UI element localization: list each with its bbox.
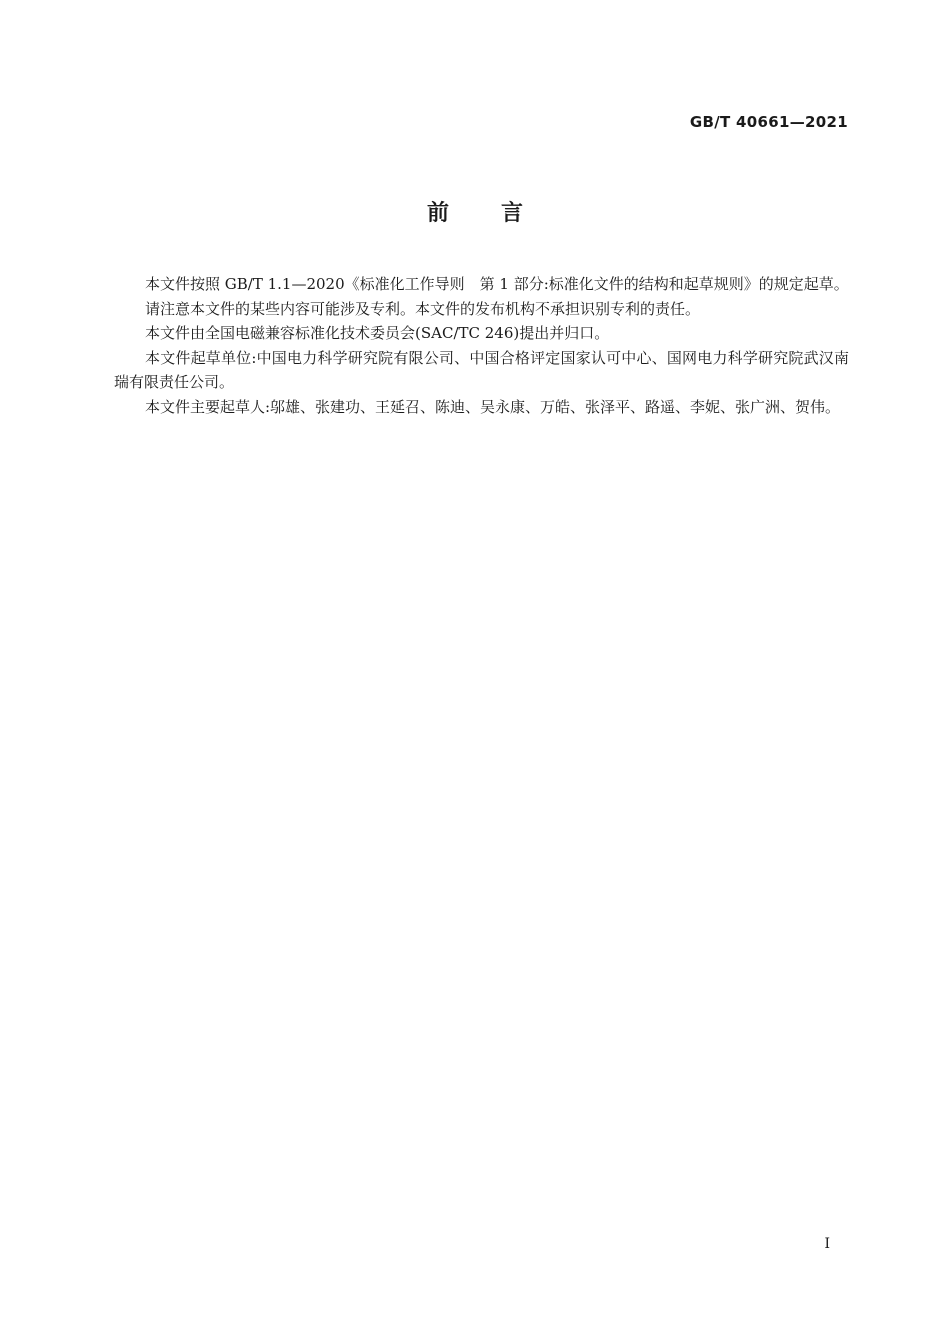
paragraph-drafting-rules: 本文件按照 GB/T 1.1—2020《标准化工作导则 第 1 部分:标准化文件的结构和起草规则》的规定起草。	[145, 275, 849, 293]
page-title	[0, 196, 950, 227]
page-title-char-1: 前	[426, 201, 449, 226]
paragraph-drafting-units: 本文件起草单位:中国电力科学研究院有限公司、中国合格评定国家认可中心、国网电力科学研究院武汉南瑞有限责任公司。	[114, 348, 849, 391]
standard-number: GB/T 40661—2021	[689, 113, 848, 131]
paragraph-committee: 本文件由全国电磁兼容标准化技术委员会(SAC/TC 246)提出并归口。	[145, 324, 610, 342]
foreword-body	[114, 272, 849, 419]
paragraph-drafters: 本文件主要起草人:邬雄、张建功、王延召、陈迪、吴永康、万皓、张泽平、路遥、李妮、张广洲、贺伟。	[145, 397, 841, 416]
paragraph-patent-notice: 请注意本文件的某些内容可能涉及专利。本文件的发布机构不承担识别专利的责任。	[145, 299, 701, 318]
page-title-char-2: 言	[501, 201, 524, 226]
page-number: I	[824, 1236, 830, 1252]
